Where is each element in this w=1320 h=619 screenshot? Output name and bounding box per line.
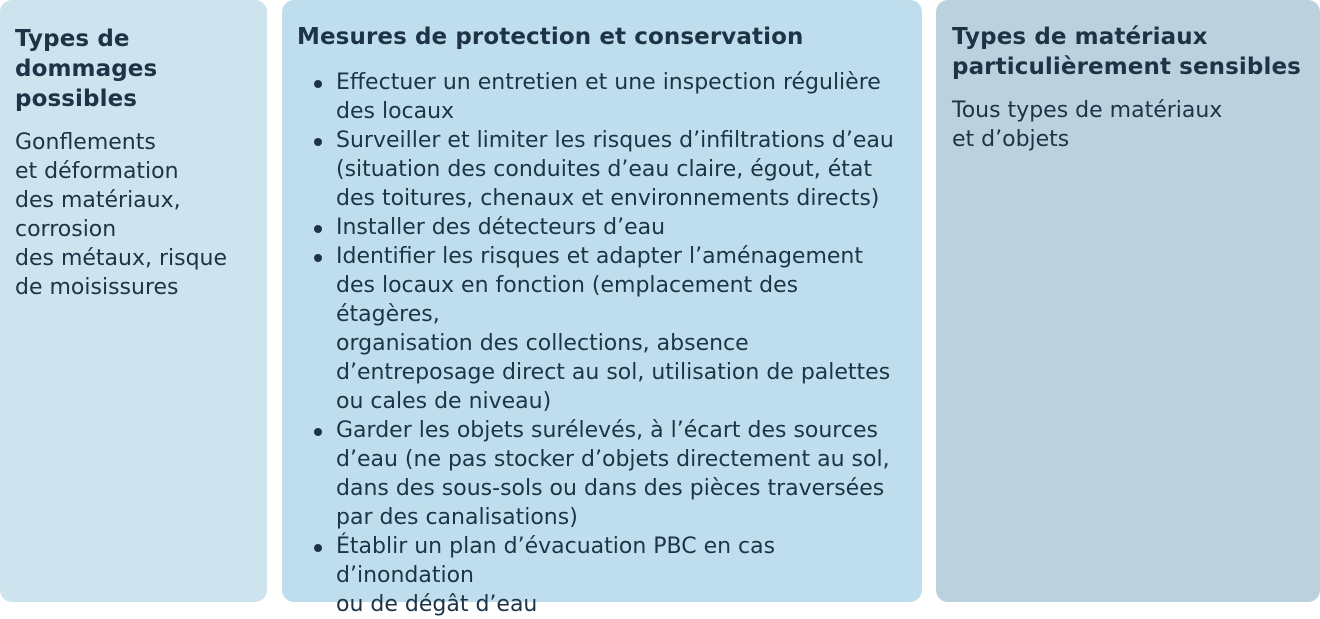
damage-types-panel xyxy=(0,0,267,602)
list-item: Surveiller et limiter les risques d’infiltrations d’eau (situation des conduites d’eau claire, égout, état des toitures, chenaux et environnements directs) xyxy=(297,126,908,213)
sensitive-materials-panel xyxy=(936,0,1320,602)
sensitive-materials-heading: Types de matériaux particulièrement sensibles xyxy=(952,24,1301,80)
sensitive-materials-text: Tous types de matériaux et d’objets xyxy=(952,98,1223,152)
list-item: Installer des détecteurs d’eau xyxy=(297,213,908,242)
damage-types-text: Gonflements et déformation des matériaux, corrosion des métaux, risque de moisissures xyxy=(15,130,228,300)
list-item: Garder les objets surélevés, à l’écart des sources d’eau (ne pas stocker d’objets directement au sol, dans des sous-sols ou dans des pièces traversées par des canalisations) xyxy=(297,416,908,532)
protection-measures-heading: Mesures de protection et conservation xyxy=(297,24,804,50)
damage-types-heading: Types de dommages possibles xyxy=(15,26,158,112)
protection-measures-panel xyxy=(282,0,922,617)
protection-measures-list xyxy=(297,68,908,619)
list-item: Établir un plan d’évacuation PBC en cas d’inondation ou de dégât d’eau xyxy=(297,532,908,619)
list-item: Effectuer un entretien et une inspection régulière des locaux xyxy=(297,68,908,126)
list-item: Identifier les risques et adapter l’aménagement des locaux en fonction (emplacement des étagères, organisation des collections, absence d’entreposage direct au sol, utilisation de palettes ou cales de niveau) xyxy=(297,242,908,416)
